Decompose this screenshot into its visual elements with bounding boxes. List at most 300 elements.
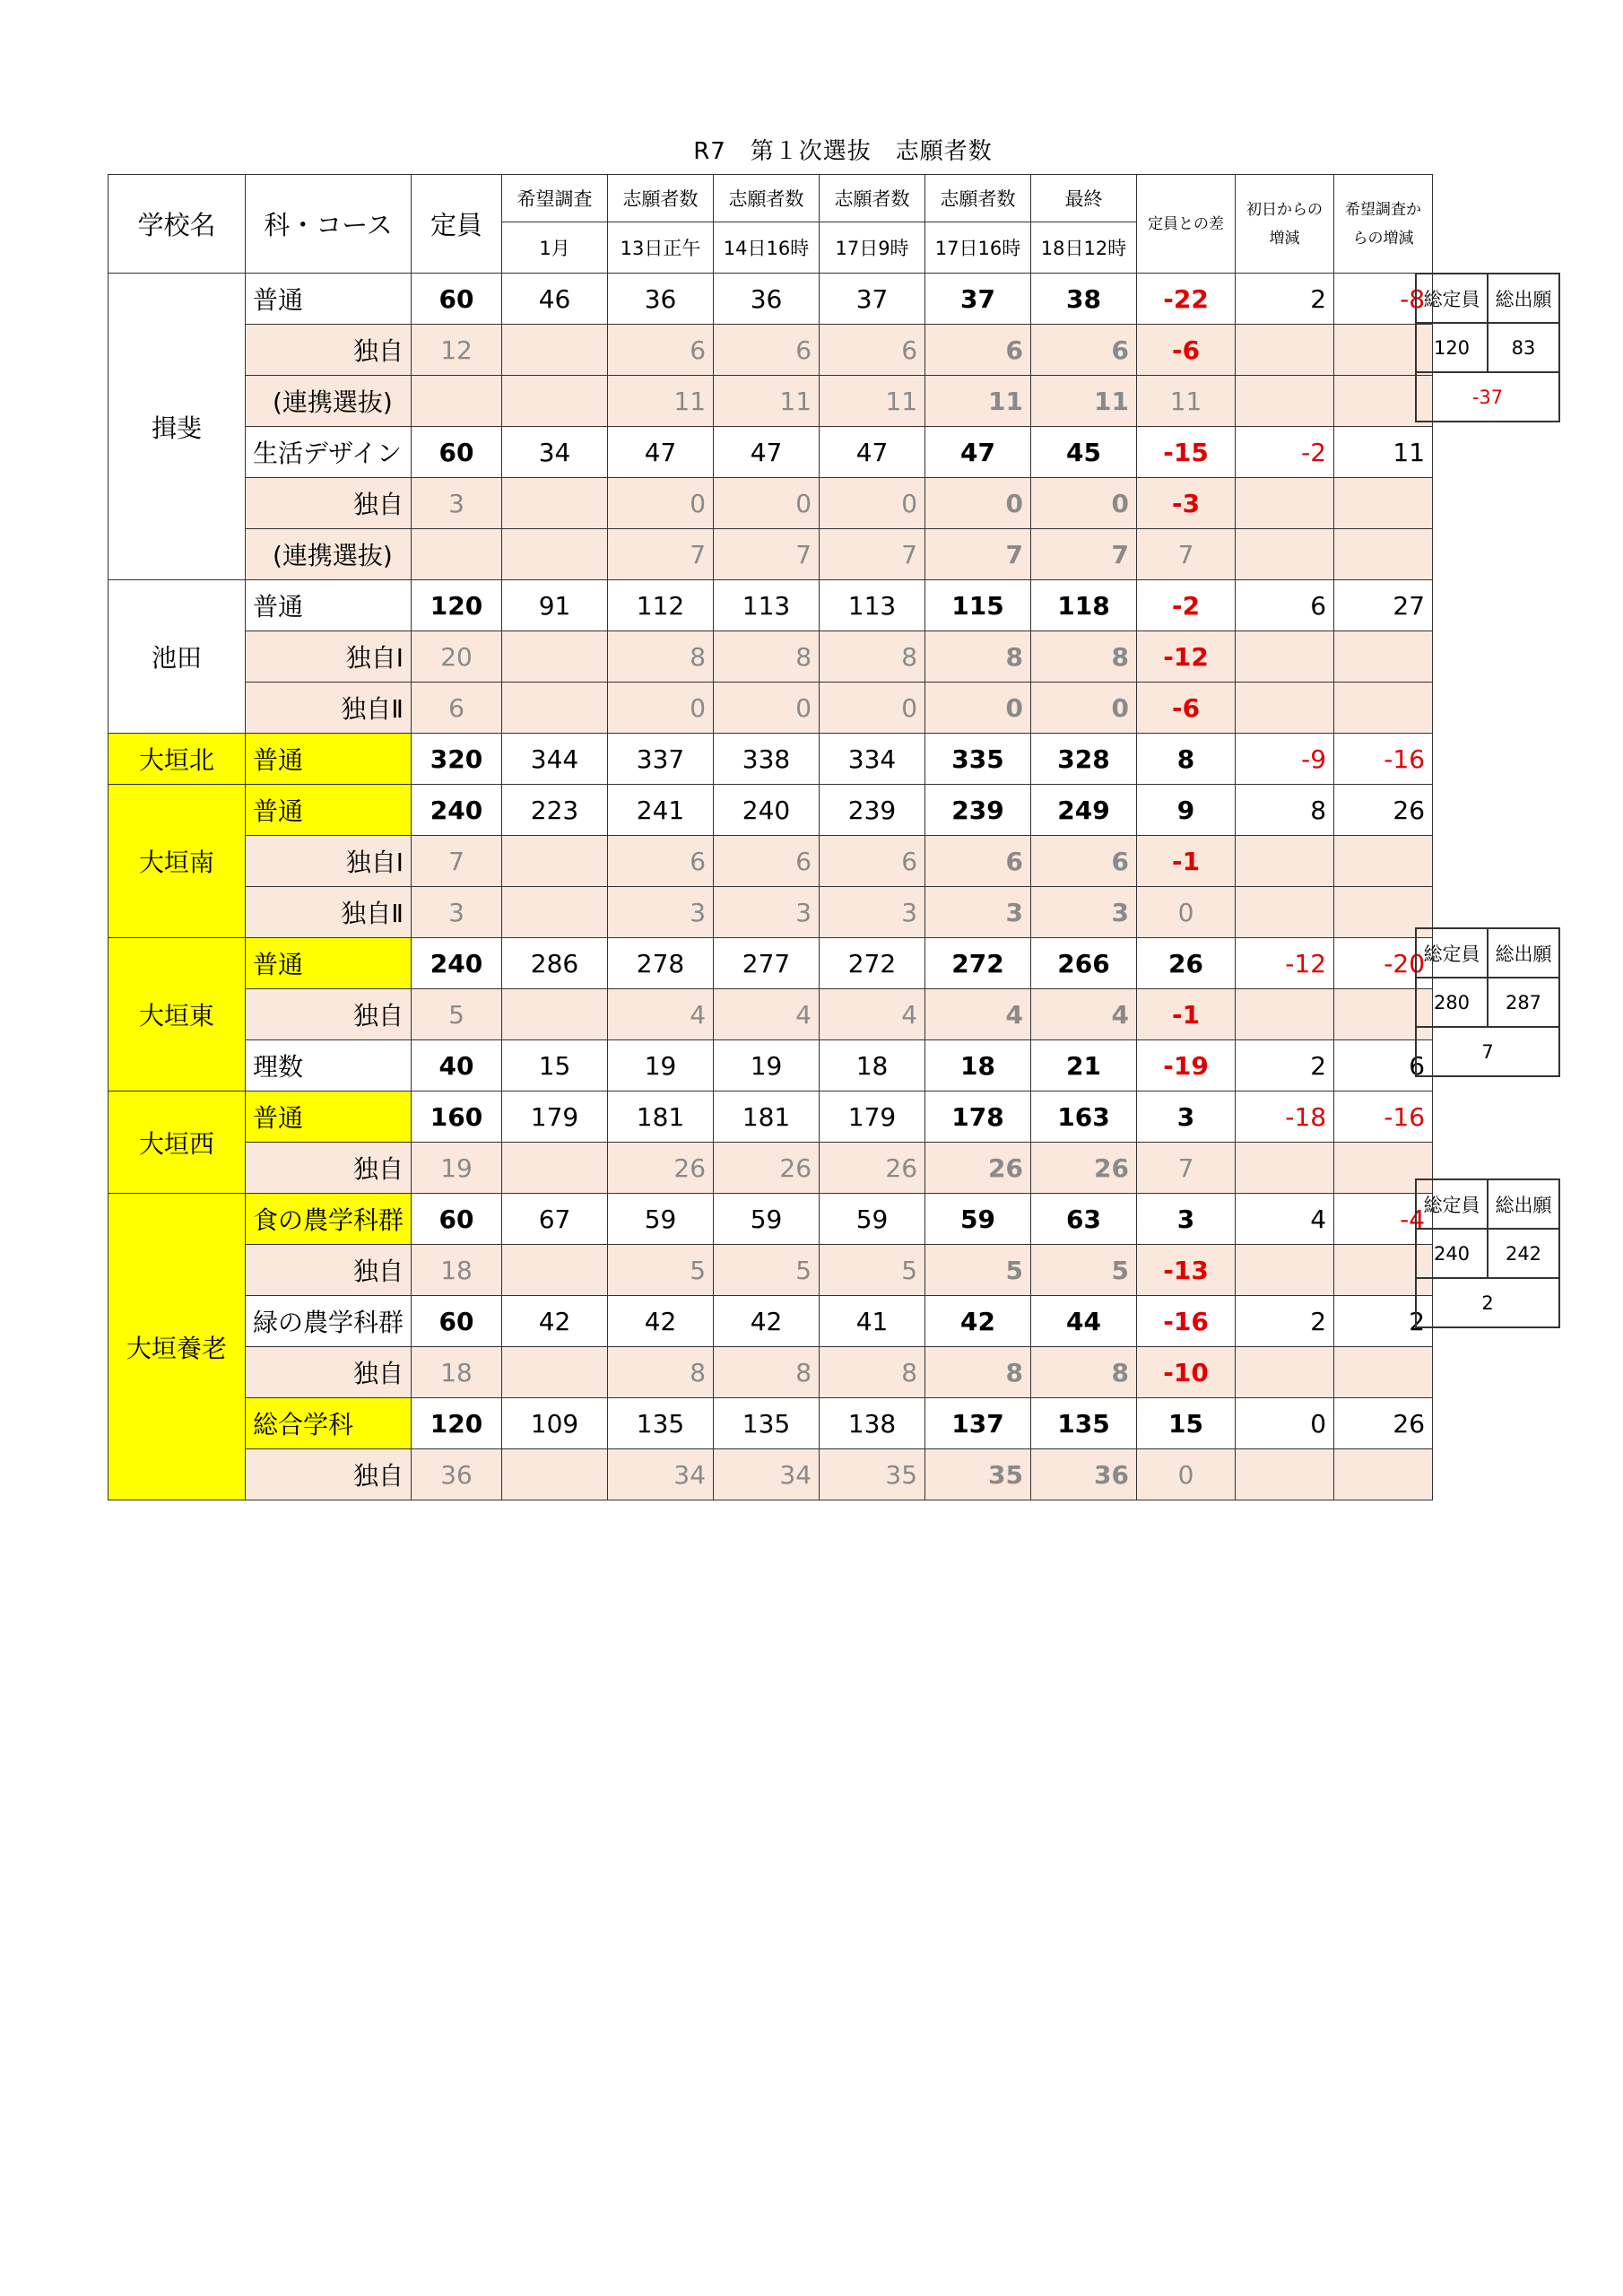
applicants-cell: 26 xyxy=(608,1143,714,1194)
applicants-cell: 8 xyxy=(714,1347,820,1398)
summary-apps-label: 総出願 xyxy=(1488,928,1559,978)
applicants-cell: 6 xyxy=(820,325,925,376)
diff-cell: -22 xyxy=(1137,274,1236,325)
capacity-cell xyxy=(412,376,502,427)
diff-cell: 0 xyxy=(1137,887,1236,938)
applicants-cell: 137 xyxy=(925,1398,1031,1449)
final-cell: 249 xyxy=(1031,785,1137,836)
school-name: 大垣南 xyxy=(108,785,246,938)
table-row xyxy=(108,529,1433,580)
capacity-cell: 160 xyxy=(412,1091,502,1143)
header-change-first: 初日からの増減 xyxy=(1236,175,1334,274)
course-name: 普通 xyxy=(246,274,412,325)
header-app-2: 志願者数 xyxy=(714,175,820,222)
applicants-cell: 35 xyxy=(820,1449,925,1500)
applicants-cell: 36 xyxy=(714,274,820,325)
applicants-cell: 3 xyxy=(714,887,820,938)
applicants-table xyxy=(108,174,1433,1500)
change-first-cell: -18 xyxy=(1236,1091,1334,1143)
change-first-cell xyxy=(1236,836,1334,887)
capacity-cell: 240 xyxy=(412,785,502,836)
capacity-cell: 240 xyxy=(412,938,502,989)
change-first-cell: 8 xyxy=(1236,785,1334,836)
survey-cell: 179 xyxy=(502,1091,608,1143)
survey-cell: 15 xyxy=(502,1040,608,1091)
table-row xyxy=(108,325,1433,376)
applicants-cell: 42 xyxy=(714,1296,820,1347)
applicants-cell: 0 xyxy=(608,683,714,734)
header-diff: 定員との差 xyxy=(1137,175,1236,274)
applicants-cell: 6 xyxy=(925,325,1031,376)
final-cell: 4 xyxy=(1031,989,1137,1040)
final-cell: 63 xyxy=(1031,1194,1137,1245)
course-name: 独自 xyxy=(246,989,412,1040)
applicants-cell: 26 xyxy=(820,1143,925,1194)
change-survey-cell: -20 xyxy=(1334,938,1433,989)
applicants-cell: 41 xyxy=(820,1296,925,1347)
course-name: 独自 xyxy=(246,325,412,376)
capacity-cell: 320 xyxy=(412,734,502,785)
change-first-cell xyxy=(1236,529,1334,580)
course-name: 独自 xyxy=(246,1245,412,1296)
survey-cell xyxy=(502,1245,608,1296)
applicants-cell: 278 xyxy=(608,938,714,989)
summary-diff: 2 xyxy=(1416,1278,1559,1327)
summary-apps-label: 総出願 xyxy=(1488,1179,1559,1229)
applicants-cell: 8 xyxy=(925,1347,1031,1398)
survey-cell: 67 xyxy=(502,1194,608,1245)
capacity-cell: 7 xyxy=(412,836,502,887)
table-row xyxy=(108,989,1433,1040)
final-cell: 266 xyxy=(1031,938,1137,989)
applicants-cell: 11 xyxy=(608,376,714,427)
summary-apps: 287 xyxy=(1488,978,1559,1027)
applicants-cell: 34 xyxy=(608,1449,714,1500)
applicants-cell: 6 xyxy=(608,836,714,887)
applicants-cell: 19 xyxy=(608,1040,714,1091)
change-first-cell: 0 xyxy=(1236,1398,1334,1449)
survey-cell xyxy=(502,683,608,734)
summary-apps-label: 総出願 xyxy=(1488,274,1559,323)
applicants-cell: 272 xyxy=(925,938,1031,989)
header-final-date: 18日12時 xyxy=(1031,222,1137,274)
capacity-cell: 60 xyxy=(412,1194,502,1245)
change-survey-cell: 2 xyxy=(1334,1296,1433,1347)
applicants-cell: 59 xyxy=(925,1194,1031,1245)
applicants-cell: 8 xyxy=(820,1347,925,1398)
change-first-cell xyxy=(1236,478,1334,529)
diff-cell: 3 xyxy=(1137,1194,1236,1245)
change-survey-cell: 26 xyxy=(1334,785,1433,836)
applicants-cell: 0 xyxy=(714,683,820,734)
change-first-cell: -12 xyxy=(1236,938,1334,989)
capacity-cell: 12 xyxy=(412,325,502,376)
diff-cell: -10 xyxy=(1137,1347,1236,1398)
applicants-cell: 8 xyxy=(608,631,714,683)
course-name: 独自 xyxy=(246,1347,412,1398)
applicants-cell: 7 xyxy=(820,529,925,580)
course-name: 普通 xyxy=(246,785,412,836)
change-survey-cell: -8 xyxy=(1334,274,1433,325)
applicants-cell: 138 xyxy=(820,1398,925,1449)
applicants-cell: 42 xyxy=(925,1296,1031,1347)
table-row xyxy=(108,734,1433,785)
course-name: 独自Ⅱ xyxy=(246,683,412,734)
final-cell: 6 xyxy=(1031,836,1137,887)
course-name: 独自 xyxy=(246,478,412,529)
final-cell: 118 xyxy=(1031,580,1137,631)
applicants-cell: 8 xyxy=(714,631,820,683)
applicants-cell: 337 xyxy=(608,734,714,785)
applicants-cell: 7 xyxy=(714,529,820,580)
table-row xyxy=(108,785,1433,836)
survey-cell: 109 xyxy=(502,1398,608,1449)
header-app-2-date: 14日16時 xyxy=(714,222,820,274)
school-name: 揖斐 xyxy=(108,274,246,580)
final-cell: 6 xyxy=(1031,325,1137,376)
applicants-cell: 6 xyxy=(925,836,1031,887)
applicants-cell: 7 xyxy=(925,529,1031,580)
change-first-cell xyxy=(1236,325,1334,376)
change-survey-cell xyxy=(1334,529,1433,580)
applicants-cell: 47 xyxy=(925,427,1031,478)
applicants-cell: 5 xyxy=(714,1245,820,1296)
summary-ogaki-higashi xyxy=(1415,927,1560,1077)
summary-ibi xyxy=(1415,273,1560,422)
applicants-cell: 0 xyxy=(608,478,714,529)
header-app-3-date: 17日9時 xyxy=(820,222,925,274)
final-cell: 36 xyxy=(1031,1449,1137,1500)
applicants-cell: 8 xyxy=(608,1347,714,1398)
table-row xyxy=(108,1143,1433,1194)
table-row xyxy=(108,1194,1433,1245)
applicants-cell: 11 xyxy=(925,376,1031,427)
diff-cell: 8 xyxy=(1137,734,1236,785)
change-survey-cell: 27 xyxy=(1334,580,1433,631)
applicants-cell: 135 xyxy=(608,1398,714,1449)
applicants-cell: 239 xyxy=(820,785,925,836)
summary-capacity-label: 総定員 xyxy=(1416,928,1488,978)
diff-cell: 9 xyxy=(1137,785,1236,836)
summary-apps: 242 xyxy=(1488,1229,1559,1278)
course-name: 普通 xyxy=(246,580,412,631)
change-first-cell: 2 xyxy=(1236,274,1334,325)
applicants-cell: 42 xyxy=(608,1296,714,1347)
capacity-cell xyxy=(412,529,502,580)
survey-cell xyxy=(502,325,608,376)
survey-cell: 46 xyxy=(502,274,608,325)
applicants-cell: 4 xyxy=(608,989,714,1040)
applicants-cell: 5 xyxy=(820,1245,925,1296)
survey-cell xyxy=(502,529,608,580)
change-first-cell xyxy=(1236,376,1334,427)
change-first-cell xyxy=(1236,887,1334,938)
applicants-cell: 181 xyxy=(714,1091,820,1143)
applicants-cell: 4 xyxy=(820,989,925,1040)
header-app-4-date: 17日16時 xyxy=(925,222,1031,274)
applicants-cell: 113 xyxy=(714,580,820,631)
course-name: 理数 xyxy=(246,1040,412,1091)
survey-cell: 42 xyxy=(502,1296,608,1347)
applicants-cell: 113 xyxy=(820,580,925,631)
school-name: 大垣北 xyxy=(108,734,246,785)
change-first-cell xyxy=(1236,989,1334,1040)
change-survey-cell: -16 xyxy=(1334,1091,1433,1143)
applicants-cell: 34 xyxy=(714,1449,820,1500)
course-name: 独自 xyxy=(246,1449,412,1500)
header-final: 最終 xyxy=(1031,175,1137,222)
summary-capacity-label: 総定員 xyxy=(1416,1179,1488,1229)
survey-cell: 91 xyxy=(502,580,608,631)
applicants-cell: 59 xyxy=(820,1194,925,1245)
applicants-cell: 0 xyxy=(820,478,925,529)
applicants-cell: 239 xyxy=(925,785,1031,836)
school-name: 大垣東 xyxy=(108,938,246,1091)
capacity-cell: 60 xyxy=(412,274,502,325)
course-name: 独自 xyxy=(246,1143,412,1194)
applicants-cell: 179 xyxy=(820,1091,925,1143)
table-row xyxy=(108,631,1433,683)
diff-cell: -13 xyxy=(1137,1245,1236,1296)
capacity-cell: 120 xyxy=(412,1398,502,1449)
applicants-cell: 59 xyxy=(714,1194,820,1245)
final-cell: 7 xyxy=(1031,529,1137,580)
applicants-cell: 26 xyxy=(925,1143,1031,1194)
capacity-cell: 60 xyxy=(412,1296,502,1347)
change-first-cell: -2 xyxy=(1236,427,1334,478)
applicants-cell: 4 xyxy=(925,989,1031,1040)
applicants-cell: 135 xyxy=(714,1398,820,1449)
header-survey-date: 1月 xyxy=(502,222,608,274)
change-survey-cell xyxy=(1334,1449,1433,1500)
capacity-cell: 19 xyxy=(412,1143,502,1194)
table-row xyxy=(108,1449,1433,1500)
summary-capacity: 240 xyxy=(1416,1229,1488,1278)
change-first-cell xyxy=(1236,1449,1334,1500)
applicants-cell: 181 xyxy=(608,1091,714,1143)
diff-cell: -1 xyxy=(1137,836,1236,887)
final-cell: 0 xyxy=(1031,683,1137,734)
survey-cell xyxy=(502,1143,608,1194)
header-survey: 希望調査 xyxy=(502,175,608,222)
final-cell: 163 xyxy=(1031,1091,1137,1143)
table-row xyxy=(108,1040,1433,1091)
applicants-cell: 6 xyxy=(608,325,714,376)
page-title: R7 第１次選抜 志願者数 xyxy=(693,138,993,165)
table-row xyxy=(108,274,1433,325)
diff-cell: -16 xyxy=(1137,1296,1236,1347)
capacity-cell: 36 xyxy=(412,1449,502,1500)
applicants-cell: 272 xyxy=(820,938,925,989)
change-first-cell: -9 xyxy=(1236,734,1334,785)
table-row xyxy=(108,1347,1433,1398)
final-cell: 38 xyxy=(1031,274,1137,325)
diff-cell: 0 xyxy=(1137,1449,1236,1500)
summary-diff: -37 xyxy=(1416,372,1559,422)
table-row xyxy=(108,1296,1433,1347)
capacity-cell: 18 xyxy=(412,1347,502,1398)
course-name: 独自Ⅰ xyxy=(246,631,412,683)
diff-cell: -1 xyxy=(1137,989,1236,1040)
course-name: 普通 xyxy=(246,1091,412,1143)
table-row xyxy=(108,427,1433,478)
applicants-cell: 18 xyxy=(925,1040,1031,1091)
table-row xyxy=(108,938,1433,989)
final-cell: 8 xyxy=(1031,631,1137,683)
diff-cell: -3 xyxy=(1137,478,1236,529)
table-row xyxy=(108,1245,1433,1296)
diff-cell: -6 xyxy=(1137,683,1236,734)
applicants-cell: 115 xyxy=(925,580,1031,631)
applicants-cell: 0 xyxy=(925,478,1031,529)
diff-cell: -12 xyxy=(1137,631,1236,683)
change-first-cell: 2 xyxy=(1236,1296,1334,1347)
capacity-cell: 3 xyxy=(412,478,502,529)
diff-cell: 7 xyxy=(1137,529,1236,580)
header-capacity: 定員 xyxy=(412,175,502,274)
capacity-cell: 120 xyxy=(412,580,502,631)
applicants-cell: 11 xyxy=(820,376,925,427)
change-survey-cell xyxy=(1334,836,1433,887)
school-name: 大垣養老 xyxy=(108,1194,246,1500)
survey-cell xyxy=(502,887,608,938)
summary-apps: 83 xyxy=(1488,323,1559,372)
table-row xyxy=(108,1398,1433,1449)
diff-cell: -19 xyxy=(1137,1040,1236,1091)
diff-cell: 26 xyxy=(1137,938,1236,989)
final-cell: 8 xyxy=(1031,1347,1137,1398)
final-cell: 5 xyxy=(1031,1245,1137,1296)
capacity-cell: 5 xyxy=(412,989,502,1040)
survey-cell: 34 xyxy=(502,427,608,478)
change-first-cell: 2 xyxy=(1236,1040,1334,1091)
applicants-cell: 59 xyxy=(608,1194,714,1245)
table-row xyxy=(108,836,1433,887)
header-app-3: 志願者数 xyxy=(820,175,925,222)
change-first-cell xyxy=(1236,1245,1334,1296)
course-name: 総合学科 xyxy=(246,1398,412,1449)
applicants-cell: 47 xyxy=(820,427,925,478)
diff-cell: 3 xyxy=(1137,1091,1236,1143)
final-cell: 44 xyxy=(1031,1296,1137,1347)
table-row xyxy=(108,887,1433,938)
applicants-cell: 6 xyxy=(714,325,820,376)
applicants-cell: 8 xyxy=(820,631,925,683)
course-name: (連携選抜) xyxy=(246,376,412,427)
change-first-cell xyxy=(1236,631,1334,683)
applicants-cell: 47 xyxy=(714,427,820,478)
course-name: 食の農学科群 xyxy=(246,1194,412,1245)
header-app-4: 志願者数 xyxy=(925,175,1031,222)
applicants-cell: 35 xyxy=(925,1449,1031,1500)
diff-cell: -2 xyxy=(1137,580,1236,631)
change-survey-cell xyxy=(1334,478,1433,529)
diff-cell: -6 xyxy=(1137,325,1236,376)
final-cell: 11 xyxy=(1031,376,1137,427)
summary-capacity: 120 xyxy=(1416,323,1488,372)
applicants-cell: 37 xyxy=(820,274,925,325)
survey-cell xyxy=(502,1449,608,1500)
applicants-cell: 37 xyxy=(925,274,1031,325)
change-survey-cell: -4 xyxy=(1334,1194,1433,1245)
change-survey-cell xyxy=(1334,1347,1433,1398)
summary-capacity: 280 xyxy=(1416,978,1488,1027)
applicants-cell: 112 xyxy=(608,580,714,631)
applicants-cell: 26 xyxy=(714,1143,820,1194)
course-name: 緑の農学科群 xyxy=(246,1296,412,1347)
survey-cell: 223 xyxy=(502,785,608,836)
diff-cell: 11 xyxy=(1137,376,1236,427)
course-name: 生活デザイン xyxy=(246,427,412,478)
applicants-cell: 335 xyxy=(925,734,1031,785)
change-first-cell xyxy=(1236,1143,1334,1194)
applicants-cell: 5 xyxy=(925,1245,1031,1296)
school-name: 池田 xyxy=(108,580,246,734)
final-cell: 45 xyxy=(1031,427,1137,478)
diff-cell: 7 xyxy=(1137,1143,1236,1194)
course-name: (連携選抜) xyxy=(246,529,412,580)
change-survey-cell: 6 xyxy=(1334,1040,1433,1091)
applicants-cell: 0 xyxy=(820,683,925,734)
header-app-1: 志願者数 xyxy=(608,175,714,222)
capacity-cell: 18 xyxy=(412,1245,502,1296)
summary-diff: 7 xyxy=(1416,1027,1559,1076)
survey-cell xyxy=(502,376,608,427)
survey-cell xyxy=(502,1347,608,1398)
change-survey-cell: -16 xyxy=(1334,734,1433,785)
final-cell: 21 xyxy=(1031,1040,1137,1091)
survey-cell xyxy=(502,989,608,1040)
applicants-cell: 3 xyxy=(608,887,714,938)
course-name: 普通 xyxy=(246,938,412,989)
applicants-cell: 19 xyxy=(714,1040,820,1091)
applicants-cell: 8 xyxy=(925,631,1031,683)
change-first-cell xyxy=(1236,1347,1334,1398)
diff-cell: 15 xyxy=(1137,1398,1236,1449)
applicants-cell: 3 xyxy=(820,887,925,938)
table-row xyxy=(108,478,1433,529)
final-cell: 26 xyxy=(1031,1143,1137,1194)
change-first-cell xyxy=(1236,683,1334,734)
header-change-survey: 希望調査からの増減 xyxy=(1334,175,1433,274)
summary-capacity-label: 総定員 xyxy=(1416,274,1488,323)
survey-cell: 344 xyxy=(502,734,608,785)
applicants-cell: 47 xyxy=(608,427,714,478)
applicants-cell: 334 xyxy=(820,734,925,785)
applicants-cell: 6 xyxy=(820,836,925,887)
applicants-cell: 5 xyxy=(608,1245,714,1296)
capacity-cell: 3 xyxy=(412,887,502,938)
final-cell: 0 xyxy=(1031,478,1137,529)
diff-cell: -15 xyxy=(1137,427,1236,478)
change-survey-cell: 11 xyxy=(1334,427,1433,478)
applicants-cell: 241 xyxy=(608,785,714,836)
course-name: 独自Ⅰ xyxy=(246,836,412,887)
capacity-cell: 6 xyxy=(412,683,502,734)
change-survey-cell xyxy=(1334,631,1433,683)
change-survey-cell xyxy=(1334,683,1433,734)
applicants-cell: 6 xyxy=(714,836,820,887)
final-cell: 135 xyxy=(1031,1398,1137,1449)
applicants-cell: 36 xyxy=(608,274,714,325)
applicants-cell: 11 xyxy=(714,376,820,427)
summary-ogaki-yoro xyxy=(1415,1178,1560,1328)
applicants-cell: 18 xyxy=(820,1040,925,1091)
table-row xyxy=(108,376,1433,427)
course-name: 独自Ⅱ xyxy=(246,887,412,938)
capacity-cell: 20 xyxy=(412,631,502,683)
survey-cell xyxy=(502,836,608,887)
